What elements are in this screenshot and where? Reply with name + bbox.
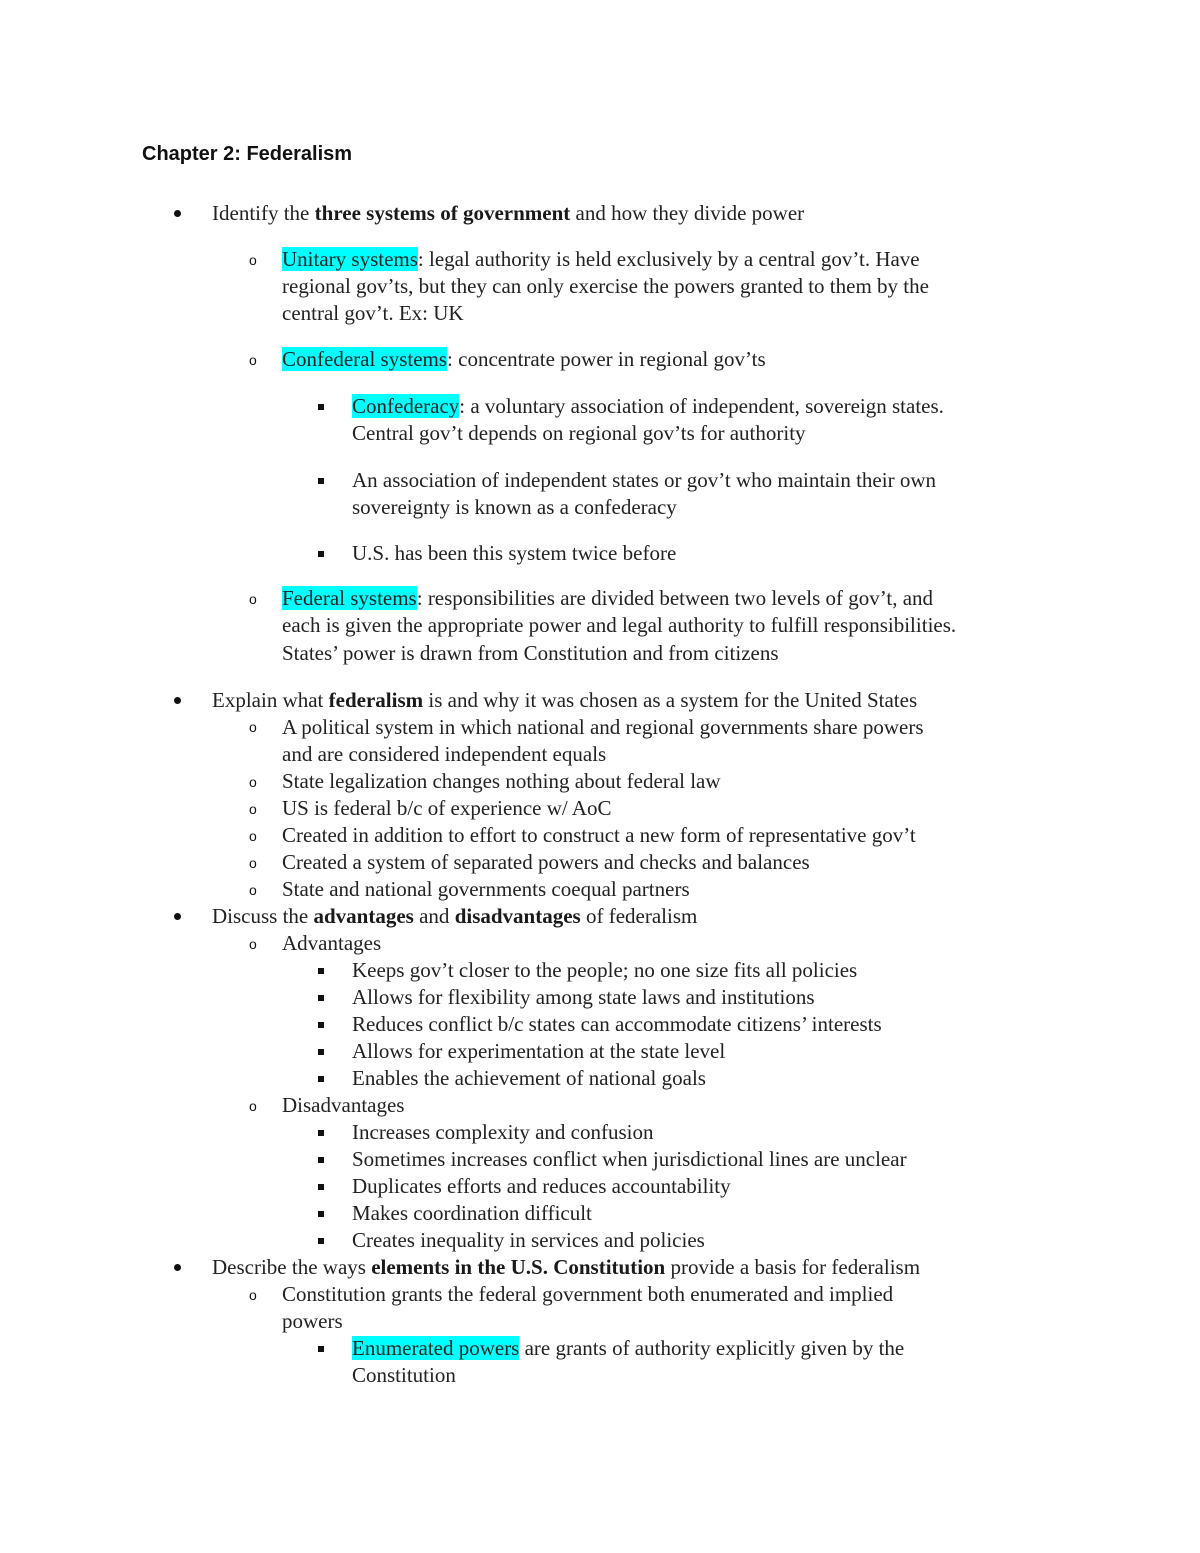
bullet-o-icon: o — [249, 1287, 257, 1303]
text-line: sovereignty is known as a confederacy — [352, 495, 677, 519]
confederacy-line: Confederacy: a voluntary association of independent, sovereign states. — [352, 394, 944, 418]
bullet-o-icon: o — [249, 828, 257, 844]
advantages-heading: Advantages — [282, 931, 382, 955]
bullet-o-icon: o — [249, 352, 257, 368]
federal-systems-line: Federal systems: responsibilities are divided between two levels of gov’t, and — [282, 586, 934, 610]
bullet-square-icon — [318, 968, 324, 974]
text-line: Central gov’t depends on regional gov’ts for authority — [352, 421, 806, 445]
text-line: State legalization changes nothing about federal law — [282, 769, 721, 793]
list-item: Allows for experimentation at the state level — [352, 1039, 726, 1063]
bullet-square-icon — [318, 1022, 324, 1028]
text-line: An association of independent states or gov’t who maintain their own — [352, 468, 936, 492]
bullet-square-icon — [318, 1184, 324, 1190]
federal-systems-highlight: Federal systems — [282, 586, 417, 610]
confederacy-highlight: Confederacy — [352, 394, 460, 418]
bullet-item-discuss: Discuss the advantages and disadvantages of federalism — [212, 904, 698, 928]
enumerated-powers-highlight: Enumerated powers — [352, 1336, 520, 1360]
bullet-square-icon — [318, 1130, 324, 1136]
unitary-systems-line: Unitary systems: legal authority is held exclusively by a central gov’t. Have — [282, 247, 920, 271]
bullet-o-icon: o — [249, 882, 257, 898]
text-line: State and national governments coequal partners — [282, 877, 690, 901]
bullet-o-icon: o — [249, 936, 257, 952]
text-line: U.S. has been this system twice before — [352, 541, 677, 565]
bullet-dot-icon — [174, 913, 181, 920]
list-item: Increases complexity and confusion — [352, 1120, 654, 1144]
bullet-o-icon: o — [249, 774, 257, 790]
document-title: Chapter 2: Federalism — [142, 143, 353, 165]
bullet-square-icon — [318, 1346, 324, 1352]
text-line: and are considered independent equals — [282, 742, 607, 766]
bullet-o-icon: o — [249, 591, 257, 607]
bullet-o-icon: o — [249, 801, 257, 817]
text-line: Created in addition to effort to construct a new form of representative gov’t — [282, 823, 916, 847]
text-line: US is federal b/c of experience w/ AoC — [282, 796, 612, 820]
disadvantages-heading: Disadvantages — [282, 1093, 405, 1117]
list-item: Allows for flexibility among state laws and institutions — [352, 985, 815, 1009]
list-item: Creates inequality in services and policies — [352, 1228, 705, 1252]
unitary-systems-highlight: Unitary systems — [282, 247, 418, 271]
confederal-systems-highlight: Confederal systems — [282, 347, 448, 371]
bullet-item-explain: Explain what federalism is and why it was chosen as a system for the United States — [212, 688, 918, 712]
bullet-dot-icon — [174, 1264, 181, 1271]
bullet-square-icon — [318, 995, 324, 1001]
text-line: A political system in which national and regional governments share powers — [282, 715, 924, 739]
list-item: Reduces conflict b/c states can accommodate citizens’ interests — [352, 1012, 882, 1036]
bullet-dot-icon — [174, 697, 181, 704]
list-item: Enables the achievement of national goals — [352, 1066, 706, 1090]
list-item: Keeps gov’t closer to the people; no one size fits all policies — [352, 958, 858, 982]
text-line: Created a system of separated powers and checks and balances — [282, 850, 810, 874]
text-line: each is given the appropriate power and legal authority to fulfill responsibilities. — [282, 613, 957, 637]
text-line: Constitution — [352, 1363, 456, 1387]
bullet-square-icon — [318, 1238, 324, 1244]
list-item: Makes coordination difficult — [352, 1201, 592, 1225]
bullet-square-icon — [318, 404, 324, 410]
text-line: central gov’t. Ex: UK — [282, 301, 464, 325]
bullet-square-icon — [318, 1049, 324, 1055]
confederal-systems-line: Confederal systems: concentrate power in regional gov’ts — [282, 347, 766, 371]
bullet-o-icon: o — [249, 1098, 257, 1114]
text-line: regional gov’ts, but they can only exercise the powers granted to them by the — [282, 274, 929, 298]
bullet-square-icon — [318, 1157, 324, 1163]
bullet-o-icon: o — [249, 719, 257, 735]
bullet-dot-icon — [174, 210, 181, 217]
bullet-item-describe: Describe the ways elements in the U.S. Constitution provide a basis for federalism — [212, 1255, 921, 1279]
list-item: Duplicates efforts and reduces accountability — [352, 1174, 731, 1198]
bullet-square-icon — [318, 1211, 324, 1217]
bullet-item-identify: Identify the three systems of government and how they divide power — [212, 201, 805, 225]
enumerated-powers-line: Enumerated powers are grants of authority explicitly given by the — [352, 1336, 905, 1360]
bullet-square-icon — [318, 1076, 324, 1082]
bullet-square-icon — [318, 551, 324, 557]
list-item: Sometimes increases conflict when jurisdictional lines are unclear — [352, 1147, 907, 1171]
text-line: Constitution grants the federal government both enumerated and implied — [282, 1282, 894, 1306]
bullet-square-icon — [318, 478, 324, 484]
bullet-o-icon: o — [249, 855, 257, 871]
text-line: powers — [282, 1309, 343, 1333]
text-line: States’ power is drawn from Constitution and from citizens — [282, 641, 779, 665]
bullet-o-icon: o — [249, 252, 257, 268]
